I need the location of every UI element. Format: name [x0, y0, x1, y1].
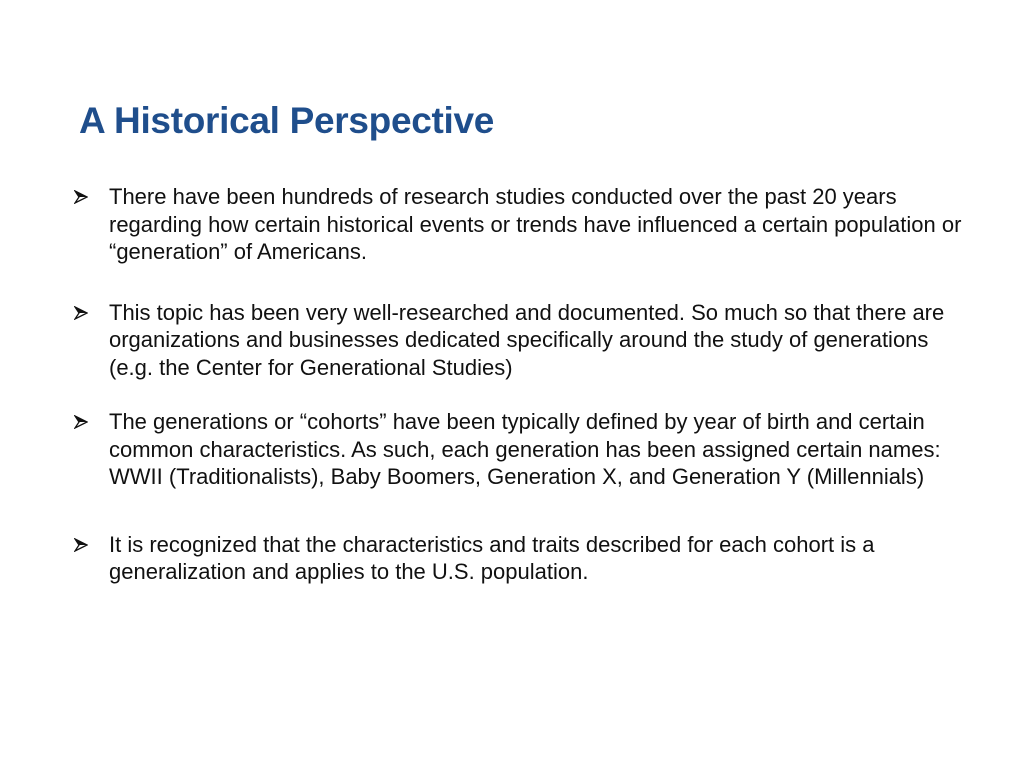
arrowhead-bullet-icon [74, 408, 90, 435]
arrowhead-bullet-icon [74, 531, 90, 558]
bullet-text: This topic has been very well-researched and documented. So much so that there are organizations and businesses dedicated specifically around the study of generations (e.g. the Center for Generational Studies) [109, 299, 945, 380]
bullet-text: The generations or “cohorts” have been typically defined by year of birth and certain common characteristics. As such, each generation has been assigned certain names: WWII (Traditionalists), Baby Boomers, Generation X, and Generation Y (Millennials) [109, 409, 941, 489]
bullet-item [72, 531, 972, 586]
bullet-text: It is recognized that the characteristics and traits described for each cohort is a generalization and applies to the U.S. population. [109, 531, 875, 584]
bullet-list [72, 180, 972, 586]
bullet-item [72, 183, 972, 266]
bullet-item [72, 299, 972, 382]
arrowhead-bullet-icon [74, 299, 90, 326]
arrowhead-bullet-icon [74, 183, 90, 210]
bullet-item [72, 408, 972, 491]
slide-title: A Historical Perspective [79, 100, 495, 141]
bullet-text: There have been hundreds of research studies conducted over the past 20 years regarding how certain historical events or trends have influenced a certain population or “generation” of Americans. [109, 184, 962, 264]
